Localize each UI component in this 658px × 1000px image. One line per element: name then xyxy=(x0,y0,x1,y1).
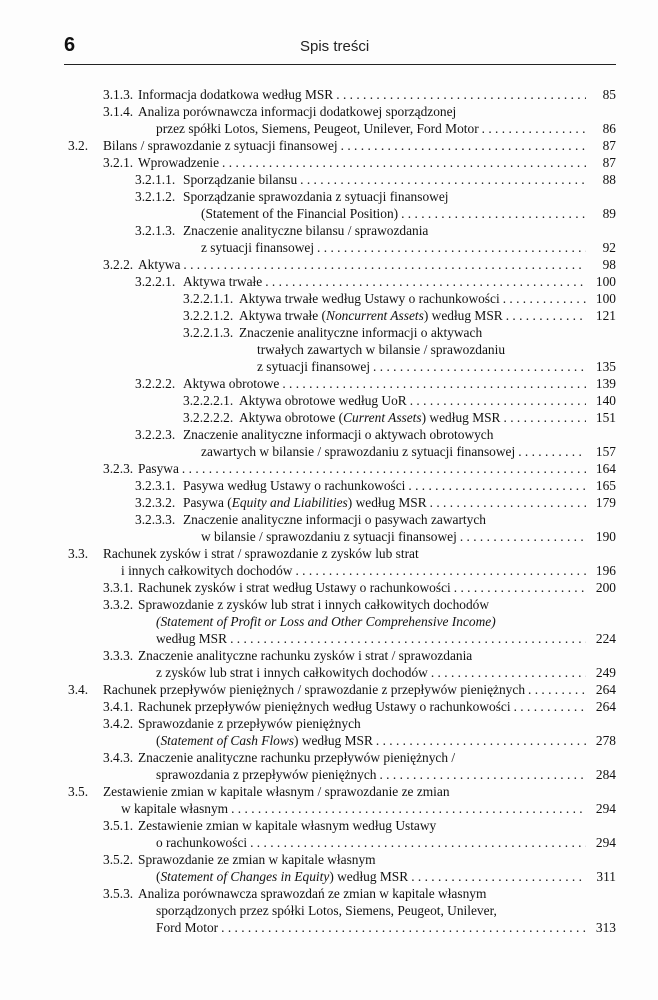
dot-leader xyxy=(408,477,586,494)
toc-entry-number: 3.4.3. xyxy=(103,750,134,765)
toc-line xyxy=(0,885,658,902)
toc-entry-title[interactable] xyxy=(156,919,586,936)
dot-leader xyxy=(336,86,586,103)
toc-entry-title-line: Znaczenie analityczne rachunku zysków i strat / sprawozdania xyxy=(138,648,473,663)
toc-entry-title[interactable] xyxy=(183,477,586,494)
title-prefix: ( xyxy=(156,733,161,748)
toc-entry-title-text: Aktywa obrotowe według UoR xyxy=(239,393,407,408)
toc-entry-title-text: Pasywa xyxy=(138,461,179,476)
toc-line xyxy=(0,528,658,545)
toc-entry-number: 3.2.1.1. xyxy=(135,172,176,187)
toc-entry-title-text: (Statement of the Financial Position) xyxy=(201,206,399,221)
toc-entry-number: 3.2.2. xyxy=(103,257,134,272)
toc-page-number: 89 xyxy=(602,206,616,221)
toc-page-number: 98 xyxy=(602,257,616,272)
dot-leader xyxy=(460,528,586,545)
toc-entry-number: 3.2.3.3. xyxy=(135,512,176,527)
toc-line xyxy=(0,783,658,800)
toc-line xyxy=(0,222,658,239)
toc-line xyxy=(0,460,658,477)
toc-entry-title[interactable] xyxy=(201,239,586,256)
dot-leader xyxy=(528,681,586,698)
toc-entry-title[interactable] xyxy=(103,137,586,154)
toc-entry-number: 3.3. xyxy=(68,546,89,561)
toc-entry-number: 3.3.1. xyxy=(103,580,134,595)
toc-line xyxy=(0,103,658,120)
title-suffix: ) według MSR xyxy=(294,733,373,748)
toc-entry-number: 3.4. xyxy=(68,682,89,697)
toc-line xyxy=(0,375,658,392)
toc-entry-title[interactable] xyxy=(138,460,586,477)
toc-line xyxy=(0,630,658,647)
dot-leader xyxy=(300,171,586,188)
toc-line xyxy=(0,392,658,409)
toc-entry-title[interactable] xyxy=(156,834,586,851)
dot-leader xyxy=(295,562,586,579)
toc-page-number: 151 xyxy=(595,410,616,425)
toc-page-number: 86 xyxy=(602,121,616,136)
toc-entry-title-text: przez spółki Lotos, Siemens, Peugeot, Unilever, Ford Motor xyxy=(156,121,479,136)
toc-line xyxy=(0,409,658,426)
toc-line xyxy=(0,290,658,307)
toc-entry-title-line: Znaczenie analityczne informacji o aktywach obrotowych xyxy=(183,427,494,442)
toc-line xyxy=(0,749,658,766)
dot-leader xyxy=(430,494,586,511)
toc-entry-title-text: i innych całkowitych dochodów xyxy=(121,563,293,578)
toc-page-number: 294 xyxy=(595,835,616,850)
toc-entry-title-text xyxy=(156,868,411,885)
toc-entry-title-text xyxy=(239,307,506,324)
toc-page-number: 92 xyxy=(602,240,616,255)
toc-entry-title-text: zawartych w bilansie / sprawozdaniu z sytuacji finansowej xyxy=(201,444,516,459)
toc-line xyxy=(0,273,658,290)
toc-line xyxy=(0,817,658,834)
toc-page-number: 100 xyxy=(595,291,616,306)
title-english-term: Noncurrent Assets xyxy=(326,308,424,323)
toc-entry-title-text: z zysków lub strat i innych całkowitych dochodów xyxy=(156,665,428,680)
header-rule xyxy=(64,64,616,65)
toc-entry-title-text: Rachunek przepływów pieniężnych / sprawozdanie z przepływów pieniężnych xyxy=(103,682,526,697)
toc-entry-title[interactable] xyxy=(183,273,586,290)
toc-entry-title[interactable] xyxy=(257,358,586,375)
toc-entry-title-text xyxy=(156,732,376,749)
toc-line xyxy=(0,324,658,341)
toc-line xyxy=(0,494,658,511)
toc-entry-title[interactable] xyxy=(156,120,586,137)
toc-line xyxy=(0,766,658,783)
toc-entry-title-text: Bilans / sprawozdanie z sytuacji finansowej xyxy=(103,138,338,153)
toc-entry-title[interactable] xyxy=(239,307,586,324)
toc-page-number: 140 xyxy=(595,393,616,408)
toc-page-number: 85 xyxy=(602,87,616,102)
toc-page-number: 264 xyxy=(595,699,616,714)
toc-line xyxy=(0,545,658,562)
toc-entry-title-line: Rachunek zysków i strat / sprawozdanie z zysków lub strat xyxy=(103,546,419,561)
toc-entry-title[interactable] xyxy=(156,732,586,749)
toc-entry-title-text: Aktywa obrotowe xyxy=(183,376,280,391)
toc-page-number: 190 xyxy=(595,529,616,544)
toc-entry-number: 3.2.1.3. xyxy=(135,223,176,238)
toc-entry-title-text: Aktywa xyxy=(138,257,181,272)
toc-entry-title[interactable] xyxy=(183,375,586,392)
toc-entry-number: 3.5.3. xyxy=(103,886,134,901)
toc-page-number: 88 xyxy=(602,172,616,187)
toc-entry-title-line: Znaczenie analityczne informacji o pasywach zawartych xyxy=(183,512,486,527)
toc-line xyxy=(0,120,658,137)
toc-line xyxy=(0,137,658,154)
toc-line xyxy=(0,341,658,358)
toc-entry-title-line: Analiza porównawcza sprawozdań ze zmian w kapitale własnym xyxy=(138,886,487,901)
toc-page-number: 139 xyxy=(595,376,616,391)
toc-entry-title-line: Zestawienie zmian w kapitale własnym według Ustawy xyxy=(138,818,437,833)
toc-entry-number: 3.1.4. xyxy=(103,104,134,119)
toc-entry-title[interactable] xyxy=(103,681,586,698)
toc-entry-number: 3.1.3. xyxy=(103,87,134,102)
title-suffix: ) według MSR xyxy=(329,869,409,884)
toc-entry-title-text: w kapitale własnym xyxy=(121,801,229,816)
dot-leader xyxy=(506,307,586,324)
toc-line xyxy=(0,596,658,613)
dot-leader xyxy=(411,868,586,885)
dot-leader xyxy=(454,579,586,596)
dot-leader xyxy=(401,205,586,222)
toc-entry-title-line: sporządzonych przez spółki Lotos, Siemens, Peugeot, Unilever, xyxy=(156,903,497,918)
toc-entry-title-text: według MSR xyxy=(156,631,228,646)
dot-leader xyxy=(376,732,586,749)
title-english-term: Current Assets xyxy=(343,410,422,425)
toc-entry-number: 3.3.2. xyxy=(103,597,134,612)
toc-entry-title-line: Zestawienie zmian w kapitale własnym / sprawozdanie ze zmian xyxy=(103,784,450,799)
toc-entry-number: 3.2.2.2.2. xyxy=(183,410,234,425)
toc-line xyxy=(0,307,658,324)
toc-entry-title-line: (Statement of Profit or Loss and Other Comprehensive Income) xyxy=(156,614,496,629)
toc-line xyxy=(0,205,658,222)
toc-page-number: 278 xyxy=(595,733,616,748)
title-prefix: Aktywa trwałe ( xyxy=(239,308,327,323)
toc-page-number: 313 xyxy=(595,920,616,935)
toc-entry-number: 3.2.3. xyxy=(103,461,134,476)
toc-entry-title-line: trwałych zawartych w bilansie / sprawozdaniu xyxy=(257,342,506,357)
dot-leader xyxy=(431,664,586,681)
toc-entry-title[interactable] xyxy=(156,766,586,783)
toc-page-number: 264 xyxy=(595,682,616,697)
dot-leader xyxy=(183,256,586,273)
title-suffix: ) według MSR xyxy=(421,410,501,425)
toc-page-number: 135 xyxy=(595,359,616,374)
dot-leader xyxy=(182,460,586,477)
toc-entry-title[interactable] xyxy=(201,205,586,222)
toc-entry-title[interactable] xyxy=(138,256,586,273)
toc-entry-title-line: Sprawozdanie ze zmian w kapitale własnym xyxy=(138,852,376,867)
toc-entry-title-text xyxy=(183,494,430,511)
toc-line xyxy=(0,511,658,528)
toc-entry-title[interactable] xyxy=(239,290,586,307)
toc-line xyxy=(0,188,658,205)
toc-entry-number: 3.2.3.2. xyxy=(135,495,176,510)
toc-entry-title[interactable] xyxy=(121,562,586,579)
title-suffix: ) według MSR xyxy=(347,495,427,510)
toc-entry-title-line: Znaczenie analityczne informacji o aktywach xyxy=(239,325,483,340)
toc-line xyxy=(0,800,658,817)
dot-leader xyxy=(341,137,586,154)
toc-entry-title-text: z sytuacji finansowej xyxy=(201,240,315,255)
toc-page-number: 87 xyxy=(602,155,616,170)
toc-entry-title-text: Aktywa trwałe xyxy=(183,274,263,289)
dot-leader xyxy=(514,698,586,715)
toc-entry-title-text: Aktywa trwałe według Ustawy o rachunkowości xyxy=(239,291,500,306)
toc-line xyxy=(0,562,658,579)
dot-leader xyxy=(373,358,586,375)
toc-entry-number: 3.2.2.2.1. xyxy=(183,393,234,408)
toc-entry-number: 3.2.2.1. xyxy=(135,274,176,289)
toc-line xyxy=(0,647,658,664)
dot-leader xyxy=(250,834,586,851)
dot-leader xyxy=(504,409,587,426)
toc-entry-number: 3.5.1. xyxy=(103,818,134,833)
running-header-title: Spis treści xyxy=(300,38,370,55)
title-english-term: Statement of Cash Flows xyxy=(160,733,295,748)
toc-entry-number: 3.2.2.1.1. xyxy=(183,291,234,306)
page-number: 6 xyxy=(64,34,76,56)
toc-entry-title[interactable] xyxy=(138,698,586,715)
toc-line xyxy=(0,732,658,749)
toc-entry-title-line: Sprawozdanie z zysków lub strat i innych całkowitych dochodów xyxy=(138,597,490,612)
toc-entry-title[interactable] xyxy=(121,800,586,817)
toc-line xyxy=(0,239,658,256)
toc-page-number: 157 xyxy=(595,444,616,459)
toc-entry-title-line: Znaczenie analityczne rachunku przepływów pieniężnych / xyxy=(138,750,456,765)
toc-entry-number: 3.2.2.2. xyxy=(135,376,176,391)
toc-entry-title-text: Sporządzanie bilansu xyxy=(183,172,298,187)
toc-page-number: 165 xyxy=(595,478,616,493)
title-prefix: ( xyxy=(156,869,161,884)
toc-entry-number: 3.2.3.1. xyxy=(135,478,176,493)
toc-entry-title-text: Wprowadzenie xyxy=(138,155,220,170)
toc-entry-title-text: Ford Motor xyxy=(156,920,219,935)
toc-line xyxy=(0,698,658,715)
toc-entry-number: 3.2. xyxy=(68,138,89,153)
toc-entry-title[interactable] xyxy=(156,630,586,647)
toc-page-number: 87 xyxy=(602,138,616,153)
dot-leader xyxy=(222,154,586,171)
toc-line xyxy=(0,902,658,919)
toc-entry-title-text: Rachunek przepływów pieniężnych według Ustawy o rachunkowości xyxy=(138,699,511,714)
title-prefix: Aktywa obrotowe ( xyxy=(239,410,344,425)
toc-entry-number: 3.5.2. xyxy=(103,852,134,867)
toc-line xyxy=(0,664,658,681)
toc-entry-number: 3.2.2.1.3. xyxy=(183,325,234,340)
toc-entry-title[interactable] xyxy=(239,409,586,426)
toc-entry-title[interactable] xyxy=(183,171,586,188)
dot-leader xyxy=(230,630,586,647)
toc-entry-title[interactable] xyxy=(138,86,586,103)
toc-line xyxy=(0,426,658,443)
toc-entry-title-text: sprawozdania z przepływów pieniężnych xyxy=(156,767,377,782)
toc-entry-number: 3.2.2.3. xyxy=(135,427,176,442)
dot-leader xyxy=(221,919,586,936)
toc-line xyxy=(0,834,658,851)
toc-entry-title-text: Pasywa według Ustawy o rachunkowości xyxy=(183,478,406,493)
toc-entry-number: 3.4.1. xyxy=(103,699,134,714)
toc-entry-title-line: Sprawozdanie z przepływów pieniężnych xyxy=(138,716,361,731)
toc-line xyxy=(0,256,658,273)
toc-line xyxy=(0,715,658,732)
toc-entry-title-text: Rachunek zysków i strat według Ustawy o rachunkowości xyxy=(138,580,451,595)
toc-page-number: 224 xyxy=(595,631,616,646)
toc-entry-title[interactable] xyxy=(138,579,586,596)
toc-page-number: 164 xyxy=(595,461,616,476)
toc-line xyxy=(0,171,658,188)
toc-line xyxy=(0,681,658,698)
toc-entry-number: 3.2.2.1.2. xyxy=(183,308,234,323)
dot-leader xyxy=(282,375,586,392)
toc-entry-title-text: o rachunkowości xyxy=(156,835,248,850)
toc-entry-title[interactable] xyxy=(239,392,586,409)
toc-entry-title[interactable] xyxy=(201,443,586,460)
toc-page-number: 100 xyxy=(595,274,616,289)
toc-line xyxy=(0,86,658,103)
toc-entry-title[interactable] xyxy=(156,868,586,885)
toc-entry-title-line: Analiza porównawcza informacji dodatkowej sporządzonej xyxy=(138,104,457,119)
toc-page-number: 294 xyxy=(595,801,616,816)
toc-line xyxy=(0,579,658,596)
toc-entry-title-text: z sytuacji finansowej xyxy=(257,359,371,374)
toc-entry-number: 3.4.2. xyxy=(103,716,134,731)
toc-line xyxy=(0,919,658,936)
title-english-term: Statement of Changes in Equity xyxy=(160,869,330,884)
toc-line xyxy=(0,613,658,630)
toc-line xyxy=(0,443,658,460)
toc-line xyxy=(0,868,658,885)
table-of-contents xyxy=(0,86,658,936)
toc-entry-title[interactable] xyxy=(138,154,586,171)
toc-entry-title[interactable] xyxy=(156,664,586,681)
dot-leader xyxy=(482,120,586,137)
toc-line xyxy=(0,851,658,868)
toc-entry-title-text: Informacja dodatkowa według MSR xyxy=(138,87,334,102)
toc-entry-title[interactable] xyxy=(183,494,586,511)
toc-page-number: 249 xyxy=(595,665,616,680)
toc-entry-title-line: Znaczenie analityczne bilansu / sprawozdania xyxy=(183,223,429,238)
toc-entry-number: 3.2.1.2. xyxy=(135,189,176,204)
toc-entry-title-text xyxy=(239,409,504,426)
dot-leader xyxy=(503,290,586,307)
toc-page-number: 196 xyxy=(595,563,616,578)
toc-line xyxy=(0,477,658,494)
toc-line xyxy=(0,154,658,171)
toc-entry-number: 3.2.1. xyxy=(103,155,134,170)
dot-leader xyxy=(317,239,586,256)
title-prefix: Pasywa ( xyxy=(183,495,232,510)
dot-leader xyxy=(265,273,586,290)
toc-page-number: 284 xyxy=(595,767,616,782)
toc-page-number: 311 xyxy=(596,869,616,884)
toc-line xyxy=(0,358,658,375)
toc-entry-number: 3.5. xyxy=(68,784,89,799)
dot-leader xyxy=(518,443,586,460)
dot-leader xyxy=(231,800,586,817)
toc-page-number: 121 xyxy=(595,308,616,323)
toc-entry-number: 3.3.3. xyxy=(103,648,134,663)
dot-leader xyxy=(410,392,586,409)
toc-page-number: 200 xyxy=(595,580,616,595)
toc-entry-title-line: Sporządzanie sprawozdania z sytuacji finansowej xyxy=(183,189,449,204)
toc-entry-title-text: w bilansie / sprawozdaniu z sytuacji finansowej xyxy=(201,529,457,544)
toc-page-number: 179 xyxy=(595,495,616,510)
dot-leader xyxy=(379,766,586,783)
title-suffix: ) według MSR xyxy=(423,308,503,323)
toc-entry-title[interactable] xyxy=(201,528,586,545)
title-english-term: Equity and Liabilities xyxy=(231,495,348,510)
